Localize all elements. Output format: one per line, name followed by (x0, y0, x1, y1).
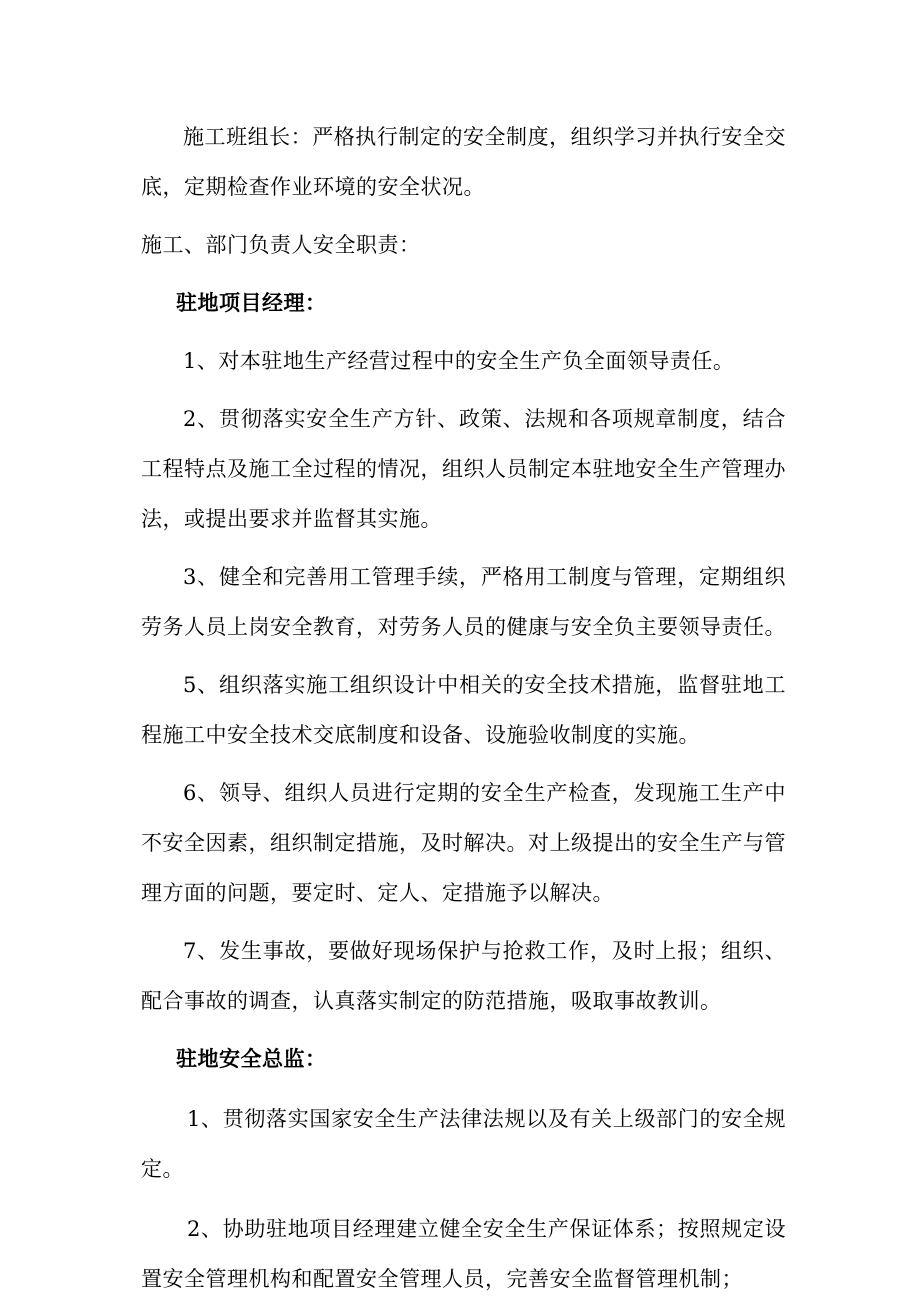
paragraph-pm-item-5: 5、组织落实施工组织设计中相关的安全技术措施，监督驻地工程施工中安全技术交底制度和设备、设施验收制度的实施。 (141, 673, 786, 747)
paragraph-pm-item-2: 2、贯彻落实安全生产方针、政策、法规和各项规章制度，结合工程特点及施工全过程的情况，组织人员制定本驻地安全生产管理办法，或提出要求并监督其实施。 (141, 407, 786, 531)
paragraph-sd-item-1: 1、贯彻落实国家安全生产法律法规以及有关上级部门的安全规定。 (141, 1107, 786, 1181)
paragraph-pm-item-3: 3、健全和完善用工管理手续，严格用工制度与管理，定期组织劳务人员上岗安全教育，对劳务人员的健康与安全负主要领导责任。 (141, 565, 786, 639)
paragraph-pm-item-1: 1、对本驻地生产经营过程中的安全生产负全面领导责任。 (183, 349, 735, 373)
paragraph-pm-item-7: 7、发生事故，要做好现场保护与抢救工作，及时上报；组织、配合事故的调查，认真落实制定的防范措施，吸取事故教训。 (141, 939, 786, 1013)
document-body (141, 112, 786, 1304)
paragraph-team-leader: 施工班组长：严格执行制定的安全制度，组织学习并执行安全交底，定期检查作业环境的安全状况。 (141, 125, 786, 199)
paragraph-sd-item-2: 2、协助驻地项目经理建立健全安全生产保证体系；按照规定设置安全管理机构和配置安全管理人员，完善安全监督管理机制； (141, 1217, 786, 1291)
heading-safety-director: 驻地安全总监： (176, 1047, 327, 1071)
heading-project-manager: 驻地项目经理： (176, 291, 327, 315)
section-intro: 施工、部门负责人安全职责： (141, 233, 421, 257)
paragraph-pm-item-6: 6、领导、组织人员进行定期的安全生产检查，发现施工生产中不安全因素，组织制定措施，及时解决。对上级提出的安全生产与管理方面的问题，要定时、定人、定措施予以解决。 (141, 781, 786, 905)
